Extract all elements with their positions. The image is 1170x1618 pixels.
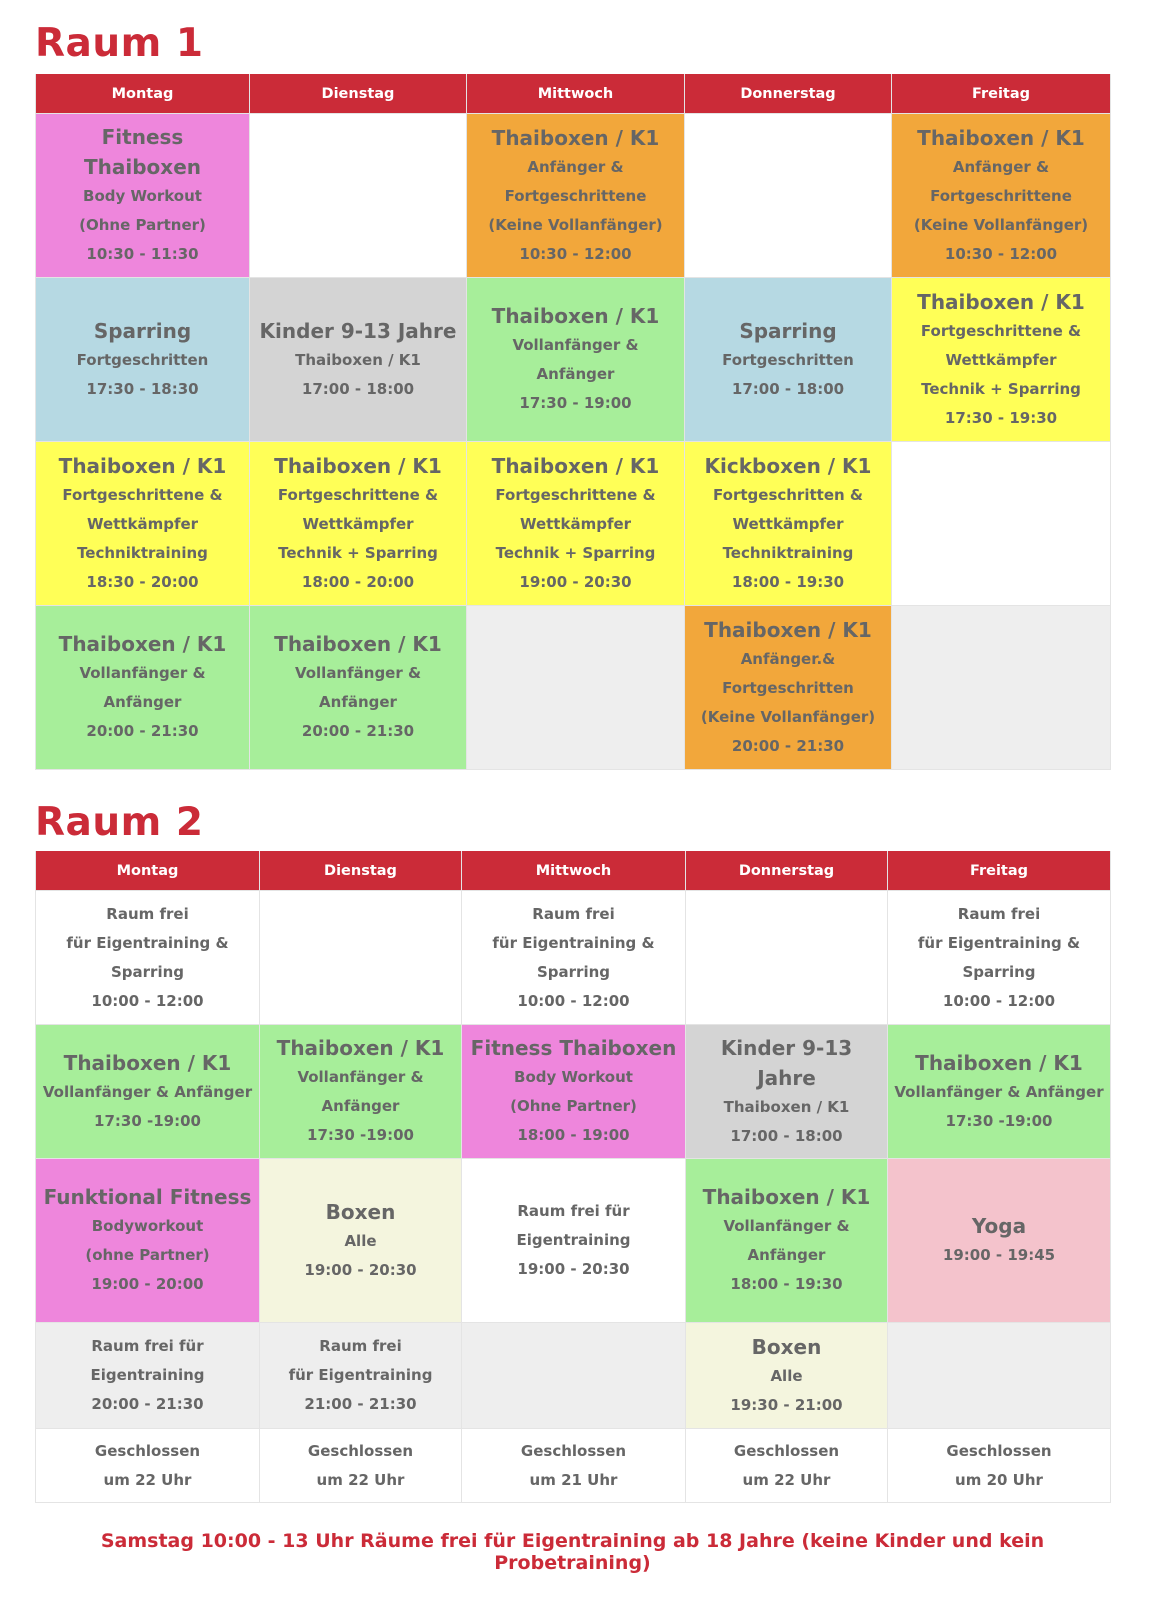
class-detail-line: um 22 Uhr	[316, 1470, 405, 1489]
class-detail-line: Raum frei	[319, 1337, 402, 1355]
schedule-cell-freitag	[892, 442, 1111, 606]
class-title: Boxen	[751, 1334, 822, 1359]
schedule-cell-mittwoch	[462, 1025, 686, 1159]
schedule-cell-mittwoch	[467, 442, 685, 606]
class-detail-line: Sparring	[536, 962, 610, 981]
class-detail-line: Sparring	[110, 962, 184, 981]
schedule-cell-dienstag	[260, 891, 462, 1025]
class-detail-line: 19:30 - 21:00	[730, 1395, 843, 1414]
class-title: Sparring	[93, 318, 192, 343]
class-title: Thaiboxen / K1	[274, 632, 442, 656]
schedule-cell-freitag	[888, 1323, 1111, 1429]
schedule-cell-dienstag	[260, 1159, 462, 1323]
class-detail-line: um 22 Uhr	[742, 1470, 831, 1489]
class-detail-line: Anfänger &	[952, 157, 1050, 176]
class-title: Thaiboxen / K1	[702, 1185, 871, 1209]
class-detail-line: Alle	[770, 1366, 803, 1385]
schedule-cell-montag	[36, 1159, 260, 1323]
class-detail-line: Technik + Sparring	[495, 543, 656, 562]
class-detail-line: (Keine Vollanfänger)	[700, 707, 876, 726]
table-header-row	[36, 74, 1111, 114]
schedule-cell-donnerstag	[685, 606, 892, 770]
day-header-freitag: Freitag	[888, 851, 1111, 891]
class-detail-line: Body Workout	[514, 1068, 633, 1086]
class-title: Funktional Fitness	[43, 1185, 252, 1209]
class-detail-line: Fortgeschrittene	[504, 186, 647, 205]
class-detail-line: für Eigentraining &	[492, 933, 655, 952]
class-detail-line: 10:00 - 12:00	[517, 991, 630, 1010]
table-row	[36, 1323, 1111, 1429]
class-detail-line: 20:00 - 21:30	[91, 1395, 204, 1413]
schedule-cell-mittwoch	[462, 891, 686, 1025]
class-detail-line: Fortgeschritten	[722, 678, 854, 697]
class-detail-line: 10:30 - 11:30	[86, 245, 199, 263]
class-title: Thaiboxen / K1	[276, 1036, 445, 1060]
class-title: Sparring	[739, 318, 837, 343]
class-detail-line: für Eigentraining &	[917, 933, 1081, 952]
class-detail-line: Fortgeschrittene	[930, 186, 1072, 205]
schedule-cell-dienstag	[260, 1025, 462, 1159]
class-detail-line: (ohne Partner)	[85, 1246, 210, 1264]
class-detail-line: Fortgeschrittene &	[62, 485, 223, 504]
class-detail-line: Raum frei für	[91, 1337, 204, 1355]
schedule-cell-mittwoch	[467, 114, 685, 278]
schedule-cell-dienstag	[250, 114, 467, 278]
raum-1-schedule-body	[36, 114, 1111, 770]
class-detail-line: Fortgeschrittene &	[495, 485, 656, 504]
day-header-freitag: Freitag	[892, 74, 1111, 114]
class-detail-line: 10:00 - 12:00	[942, 991, 1056, 1010]
table-row	[36, 606, 1111, 770]
class-title: Kinder 9-13 Jahre	[720, 1035, 853, 1090]
class-detail-line: (Keine Vollanfänger)	[913, 215, 1089, 234]
class-title: Thaiboxen / K1	[915, 1050, 1083, 1075]
class-detail-line: 18:00 - 19:30	[730, 1275, 843, 1293]
class-detail-line: 10:30 - 12:00	[944, 244, 1058, 263]
class-detail-line: 18:00 - 19:00	[517, 1126, 630, 1144]
schedule-cell-dienstag	[250, 606, 467, 770]
class-detail-line: 17:30 - 19:30	[944, 408, 1058, 427]
class-detail-line: 19:00 - 19:45	[942, 1246, 1056, 1264]
class-detail-line: Geschlossen	[307, 1441, 414, 1460]
class-title: Thaiboxen / K1	[917, 125, 1085, 150]
class-title: Thaiboxen / K1	[491, 125, 660, 150]
schedule-cell-mittwoch	[462, 1159, 686, 1323]
class-title: Fitness Thaiboxen	[470, 1036, 677, 1060]
class-detail-line: (Ohne Partner)	[510, 1097, 637, 1115]
class-detail-line: 17:30 -19:00	[94, 1111, 201, 1130]
schedule-cell-dienstag	[250, 442, 467, 606]
class-detail-line: Raum frei	[106, 904, 189, 923]
class-title: Thaiboxen / K1	[704, 617, 872, 642]
table-row	[36, 1429, 1111, 1503]
class-detail-line: Eigentraining	[90, 1366, 205, 1384]
class-detail-line: Fortgeschrittene &	[277, 485, 439, 504]
schedule-cell-dienstag	[260, 1323, 462, 1429]
raum-2-schedule-body	[36, 891, 1111, 1503]
schedule-cell-freitag	[888, 1159, 1111, 1323]
class-detail-line: Wettkämpfer	[519, 514, 632, 533]
schedule-cell-donnerstag	[685, 114, 892, 278]
class-detail-line: 17:30 - 18:30	[86, 379, 199, 398]
class-detail-line: Thaiboxen / K1	[723, 1097, 850, 1116]
table-row	[36, 891, 1111, 1025]
class-detail-line: Anfänger &	[527, 157, 624, 176]
schedule-cell-montag	[36, 1429, 260, 1503]
table-row	[36, 442, 1111, 606]
table-header-row	[36, 851, 1111, 891]
class-detail-line: Raum frei	[532, 904, 615, 923]
schedule-cell-freitag	[888, 1025, 1111, 1159]
class-detail-line: 18:00 - 19:30	[731, 572, 845, 591]
day-header-mittwoch: Mittwoch	[462, 851, 686, 891]
class-title: Thaiboxen / K1	[58, 632, 227, 656]
class-detail-line: für Eigentraining	[288, 1366, 433, 1384]
schedule-cell-mittwoch	[462, 1429, 686, 1503]
schedule-cell-dienstag	[260, 1429, 462, 1503]
class-detail-line: 19:00 - 20:30	[519, 572, 632, 591]
class-detail-line: (Ohne Partner)	[79, 216, 206, 234]
schedule-cell-montag	[36, 114, 250, 278]
class-detail-line: Wettkämpfer	[732, 514, 844, 533]
class-detail-line: Vollanfänger &	[723, 1217, 850, 1235]
class-detail-line: um 20 Uhr	[955, 1470, 1043, 1489]
schedule-cell-freitag	[892, 278, 1111, 442]
schedule-cell-dienstag	[250, 278, 467, 442]
class-detail-line: Eigentraining	[516, 1231, 631, 1249]
class-detail-line: Body Workout	[83, 187, 202, 205]
class-detail-line: Raum frei	[957, 904, 1041, 923]
class-title: Kinder 9-13 Jahre	[259, 318, 457, 343]
class-detail-line: (Keine Vollanfänger)	[488, 215, 663, 234]
class-title: Thaiboxen / K1	[491, 304, 660, 328]
day-header-montag: Montag	[36, 851, 260, 891]
schedule-cell-montag	[36, 1323, 260, 1429]
class-detail-line: Geschlossen	[733, 1441, 840, 1460]
class-detail-line: Alle	[344, 1231, 377, 1250]
schedule-cell-freitag	[892, 606, 1111, 770]
class-detail-line: 17:30 - 19:00	[519, 394, 632, 412]
schedule-cell-donnerstag	[686, 1159, 888, 1323]
class-detail-line: 18:00 - 20:00	[301, 572, 415, 591]
day-header-montag: Montag	[36, 74, 250, 114]
class-detail-line: 10:30 - 12:00	[519, 244, 632, 263]
saturday-footnote: Samstag 10:00 - 13 Uhr Räume frei für Eigentraining ab 18 Jahre (keine Kinder und kein Probetraining)	[100, 1530, 1045, 1574]
class-title: Thaiboxen / K1	[63, 1050, 232, 1075]
class-title: Boxen	[325, 1199, 396, 1224]
class-title: Yoga	[971, 1214, 1027, 1238]
schedule-cell-freitag	[888, 891, 1111, 1025]
class-detail-line: Anfänger.&	[740, 649, 836, 668]
schedule-cell-montag	[36, 606, 250, 770]
class-detail-line: 17:30 -19:00	[307, 1126, 414, 1144]
table-row	[36, 114, 1111, 278]
schedule-cell-donnerstag	[685, 278, 892, 442]
class-detail-line: Geschlossen	[520, 1441, 627, 1460]
class-detail-line: Vollanfänger &	[297, 1068, 424, 1086]
schedule-cell-donnerstag	[686, 1323, 888, 1429]
class-detail-line: Anfänger	[321, 1097, 400, 1115]
class-title: Kickboxen / K1	[704, 453, 872, 478]
schedule-cell-montag	[36, 278, 250, 442]
raum-2-schedule-table	[35, 851, 1111, 1503]
schedule-cell-donnerstag	[686, 1025, 888, 1159]
class-detail-line: Techniktraining	[77, 543, 208, 562]
class-detail-line: Vollanfänger & Anfänger	[79, 664, 206, 711]
class-detail-line: Fortgeschritten	[722, 350, 854, 369]
class-detail-line: Wettkämpfer	[86, 514, 199, 533]
day-header-donnerstag: Donnerstag	[686, 851, 888, 891]
raum-1-title: Raum 1	[35, 21, 204, 66]
schedule-cell-freitag	[892, 114, 1111, 278]
class-detail-line: 20:00 - 21:30	[86, 722, 199, 740]
day-header-dienstag: Dienstag	[250, 74, 467, 114]
class-title: Thaiboxen / K1	[274, 453, 442, 478]
schedule-cell-mittwoch	[462, 1323, 686, 1429]
class-detail-line: 10:00 - 12:00	[91, 991, 204, 1010]
class-detail-line: Fortgeschrittene &	[920, 321, 1082, 340]
class-detail-line: 19:00 - 20:30	[304, 1260, 417, 1279]
class-detail-line: 17:00 - 18:00	[731, 379, 845, 398]
class-detail-line: um 21 Uhr	[529, 1470, 618, 1489]
class-detail-line: Geschlossen	[946, 1441, 1052, 1460]
class-detail-line: Vollanfänger & Anfänger	[42, 1082, 253, 1101]
class-title: Thaiboxen / K1	[917, 289, 1085, 314]
class-detail-line: Sparring	[962, 962, 1036, 981]
raum-2-title: Raum 2	[35, 800, 204, 845]
class-detail-line: 17:30 -19:00	[945, 1111, 1053, 1130]
class-title: Fitness Thaiboxen	[84, 125, 201, 179]
table-row	[36, 278, 1111, 442]
schedule-cell-donnerstag	[685, 442, 892, 606]
schedule-cell-montag	[36, 891, 260, 1025]
class-detail-line: 19:00 - 20:00	[91, 1275, 204, 1293]
class-detail-line: 18:30 - 20:00	[86, 572, 199, 591]
schedule-cell-mittwoch	[467, 606, 685, 770]
class-detail-line: Anfänger	[747, 1246, 826, 1264]
class-detail-line: Vollanfänger & Anfänger	[294, 664, 422, 711]
schedule-cell-montag	[36, 442, 250, 606]
day-header-mittwoch: Mittwoch	[467, 74, 685, 114]
schedule-cell-donnerstag	[686, 1429, 888, 1503]
class-detail-line: Bodyworkout	[91, 1217, 204, 1235]
class-detail-line: um 22 Uhr	[103, 1470, 192, 1489]
class-detail-line: Raum frei für	[517, 1202, 630, 1220]
class-detail-line: Thaiboxen / K1	[295, 350, 421, 369]
raum-1-schedule-table	[35, 74, 1111, 770]
day-header-dienstag: Dienstag	[260, 851, 462, 891]
class-detail-line: Fortgeschritten &	[713, 485, 863, 504]
class-detail-line: 21:00 - 21:30	[304, 1395, 417, 1413]
class-detail-line: Vollanfänger & Anfänger	[894, 1082, 1104, 1101]
class-detail-line: 20:00 - 21:30	[301, 722, 415, 740]
class-detail-line: Techniktraining	[722, 543, 854, 562]
table-row	[36, 1159, 1111, 1323]
class-detail-line: Fortgeschritten	[76, 350, 209, 369]
class-detail-line: Wettkämpfer	[302, 514, 414, 533]
schedule-cell-freitag	[888, 1429, 1111, 1503]
class-detail-line: Vollanfänger & Anfänger	[512, 336, 639, 383]
class-detail-line: Geschlossen	[94, 1441, 201, 1460]
class-detail-line: 20:00 - 21:30	[731, 736, 845, 755]
class-title: Thaiboxen / K1	[491, 453, 660, 478]
class-detail-line: 19:00 - 20:30	[517, 1260, 630, 1278]
class-detail-line: für Eigentraining &	[66, 933, 229, 952]
table-row	[36, 1025, 1111, 1159]
class-title: Thaiboxen / K1	[58, 453, 227, 478]
class-detail-line: 17:00 - 18:00	[730, 1126, 843, 1145]
class-detail-line: Technik + Sparring	[278, 543, 438, 562]
schedule-cell-mittwoch	[467, 278, 685, 442]
day-header-donnerstag: Donnerstag	[685, 74, 892, 114]
class-detail-line: Technik + Sparring	[921, 379, 1081, 398]
class-detail-line: Wettkämpfer	[945, 350, 1057, 369]
schedule-cell-donnerstag	[686, 891, 888, 1025]
schedule-cell-montag	[36, 1025, 260, 1159]
class-detail-line: 17:00 - 18:00	[301, 379, 415, 398]
